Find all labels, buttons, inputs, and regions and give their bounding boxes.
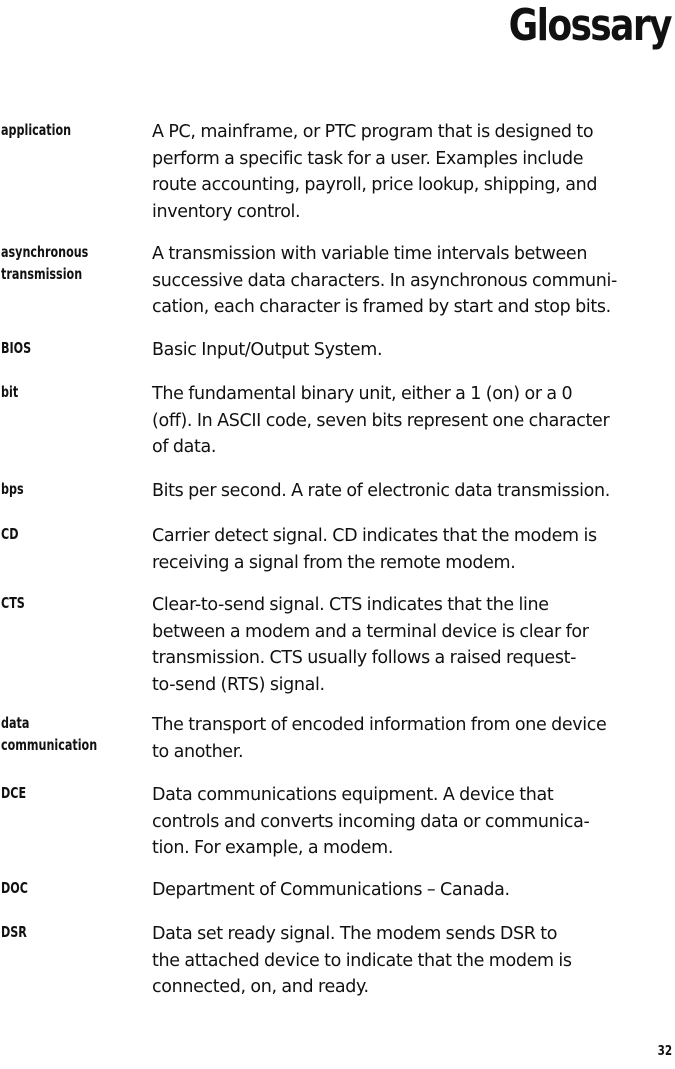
definition-line: A transmission with variable time intervals between — [152, 244, 588, 264]
glossary-term: CD — [1, 525, 19, 543]
definition-line: of data. — [152, 437, 217, 457]
definition-line: Bits per second. A rate of electronic data transmission. — [152, 481, 610, 501]
definition-line: Carrier detect signal. CD indicates that the modem is — [152, 526, 597, 546]
definition-line: connected, on, and ready. — [152, 977, 369, 997]
definition-line: Data communications equipment. A device that — [152, 785, 554, 805]
definition-line: to another. — [152, 741, 244, 762]
glossary-term: DCE — [1, 784, 27, 802]
definition-line: The fundamental binary unit, either a 1 (on) or a 0 — [152, 384, 573, 404]
definition-line: tion. For example, a modem. — [152, 838, 394, 858]
definition-line: between a modem and a terminal device is clear for — [152, 621, 589, 642]
glossary-term: CTS — [1, 594, 25, 612]
glossary-definition — [152, 241, 674, 321]
definition-line: controls and converts incoming data or communica- — [152, 811, 590, 832]
glossary-definition — [152, 523, 674, 576]
definition-line: transmission. CTS usually follows a raised request- — [152, 648, 577, 668]
glossary-definition — [152, 921, 674, 1001]
glossary-term: bit — [1, 383, 19, 401]
definition-line: perform a specific task for a user. Examples include — [152, 148, 584, 169]
page-number: 32 — [657, 1044, 672, 1059]
definition-line: successive data characters. In asynchronous communi- — [152, 270, 618, 291]
glossary-definition — [152, 119, 674, 225]
page-title: Glossary — [508, 0, 671, 51]
glossary-term: DSR — [1, 923, 27, 941]
definition-line: inventory control. — [152, 201, 301, 222]
definition-line: the attached device to indicate that the modem is — [152, 950, 572, 971]
definition-line: (off). In ASCII code, seven bits represent one character — [152, 410, 610, 431]
definition-line: cation, each character is framed by start and stop bits. — [152, 297, 611, 317]
glossary-definition — [152, 592, 674, 698]
glossary-definition — [152, 478, 674, 505]
definition-line: route accounting, payroll, price lookup, shipping, and — [152, 175, 598, 195]
glossary-definition — [152, 712, 674, 765]
definition-line: Clear-to-send signal. CTS indicates that the line — [152, 595, 549, 615]
glossary-term: DOC — [1, 879, 28, 897]
glossary-term: asynchronous transmission — [1, 243, 89, 283]
glossary-term: bps — [1, 480, 24, 498]
definition-line: to-send (RTS) signal. — [152, 674, 325, 695]
definition-line: Data set ready signal. The modem sends DSR to — [152, 924, 558, 944]
definition-line: The transport of encoded information from one device — [152, 715, 607, 735]
glossary-definition — [152, 782, 674, 862]
definition-line: Basic Input/Output System. — [152, 340, 383, 360]
definition-line: A PC, mainframe, or PTC program that is designed to — [152, 122, 594, 142]
definition-line: Department of Communications – Canada. — [152, 880, 510, 900]
definition-line: receiving a signal from the remote modem. — [152, 552, 516, 573]
glossary-definition — [152, 381, 674, 461]
glossary-term: data communication — [1, 714, 98, 754]
glossary-definition — [152, 337, 674, 364]
glossary-term: BIOS — [1, 339, 32, 357]
glossary-term: application — [1, 121, 72, 139]
glossary-definition — [152, 877, 674, 904]
